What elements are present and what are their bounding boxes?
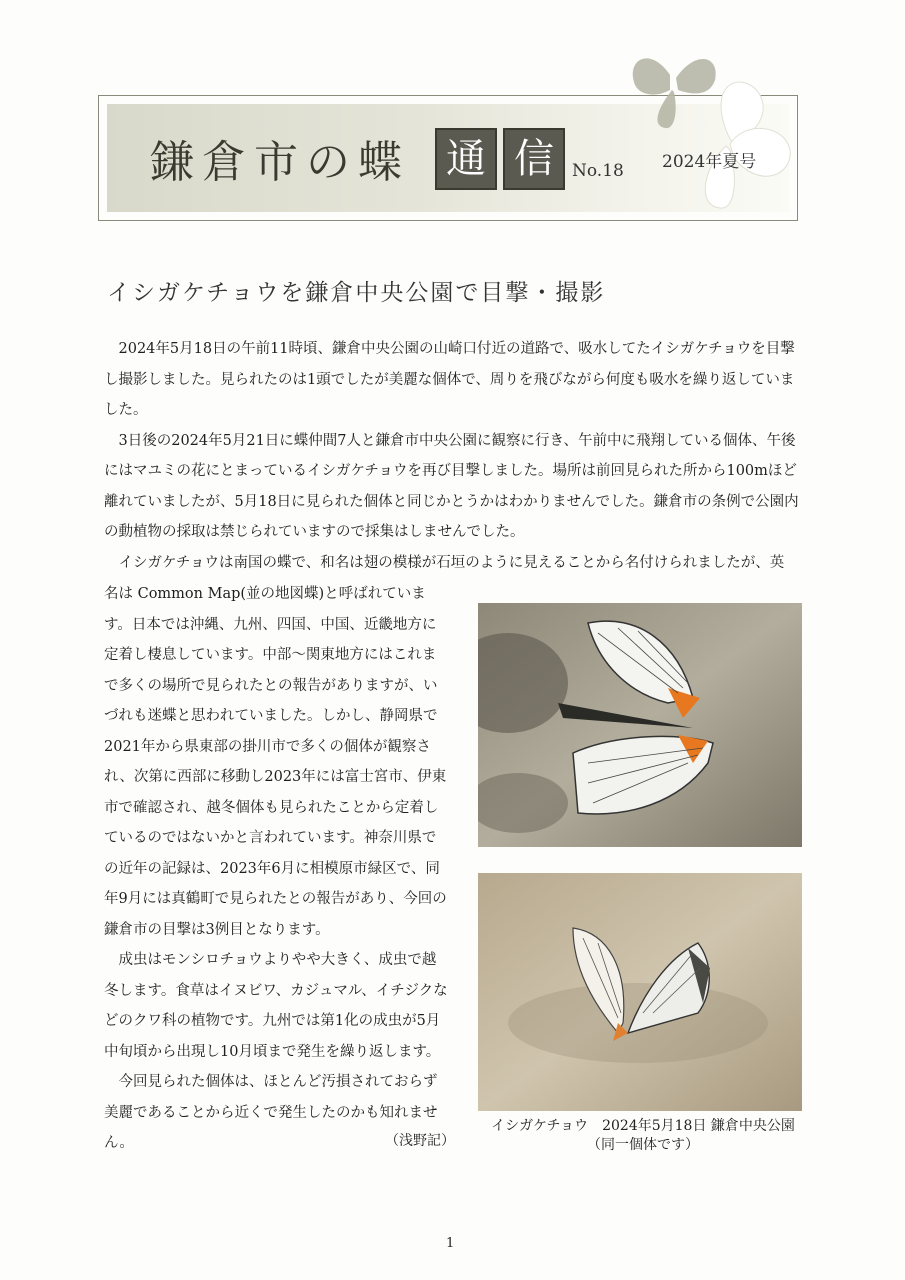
paragraph-4: 成虫はモンシロチョウよりやや大きく、成虫で越冬します。食草はイヌビワ、カジュマル、イチジクなどのクワ科の植物です。九州では第1化の成虫が5月中旬頃から出現し10月頃まで発生を繰り返します。 bbox=[104, 952, 448, 1060]
article-body-full-width bbox=[104, 334, 804, 578]
photo-caption bbox=[478, 1117, 808, 1155]
paragraph-1: 2024年5月18日の午前11時頃、鎌倉中央公園の山崎口付近の道路で、吸水してたイシガケチョウを目撃し撮影しました。見られたのは1頭でしたが美麗な個体で、周りを飛びながら何度も吸水を繰り返していました。 bbox=[104, 341, 795, 418]
article-headline: イシガケチョウを鎌倉中央公園で目撃・撮影 bbox=[107, 280, 606, 306]
subtitle-char-1: 通 bbox=[435, 128, 497, 190]
newsletter-subtitle-boxes bbox=[435, 128, 565, 190]
issue-season: 2024年夏号 bbox=[662, 152, 757, 172]
paragraph-5: 今回見られた個体は、ほとんど汚損されておらず美麗であることから近くで発生したのかも知れません。 bbox=[104, 1074, 438, 1151]
butterfly-photo-1 bbox=[478, 603, 802, 847]
paragraph-3-continued: 名は Common Map(並の地図蝶)と呼ばれています。日本では沖縄、九州、四国、中国、近畿地方に定着し棲息しています。中部〜関東地方にはこれまで多くの場所で見られたとの報告がありますが、いづれも迷蝶と思われていました。しかし、静岡県で2021年から県東部の掛川市で多くの個体が観察され、次第に西部に移動し2023年には富士宮市、伊東市で確認され、越冬個体も見られたことから定着しているのではないかと言われています。神奈川県での近年の記録は、2023年6月に相模原市緑区で、同年9月には真鶴町で見られたとの報告があり、今回の鎌倉市の目撃は3例目となります。 bbox=[104, 586, 447, 938]
author-signature: （浅野記） bbox=[385, 1133, 455, 1149]
newsletter-title: 鎌倉市の蝶 bbox=[150, 137, 410, 188]
paragraph-2: 3日後の2024年5月21日に蝶仲間7人と鎌倉市中央公園に観察に行き、午前中に飛翔している個体、午後にはマユミの花にとまっているイシガケチョウを再び目撃しました。場所は前回見られた所から100mほど離れていましたが、5月18日に見られた個体と同じかとうかはわかりませんでした。鎌倉市の条例で公園内の動植物の採取は禁じられていますので採集はしませんでした。 bbox=[104, 432, 799, 540]
photo-caption-line-2: （同一個体です） bbox=[587, 1137, 699, 1153]
article-body-narrow-column bbox=[104, 579, 450, 1159]
issue-number: No.18 bbox=[572, 161, 624, 181]
photo-caption-line-1: イシガケチョウ 2024年5月18日 鎌倉中央公園 bbox=[491, 1118, 795, 1134]
butterfly-photo-2 bbox=[478, 873, 802, 1111]
page-number: 1 bbox=[446, 1236, 455, 1251]
subtitle-char-2: 信 bbox=[503, 128, 565, 190]
paragraph-3-first-line: イシガケチョウは南国の蝶で、和名は翅の模様が石垣のように見えることから名付けられましたが、英 bbox=[118, 554, 785, 571]
butterfly-decoration-icon bbox=[610, 40, 800, 230]
